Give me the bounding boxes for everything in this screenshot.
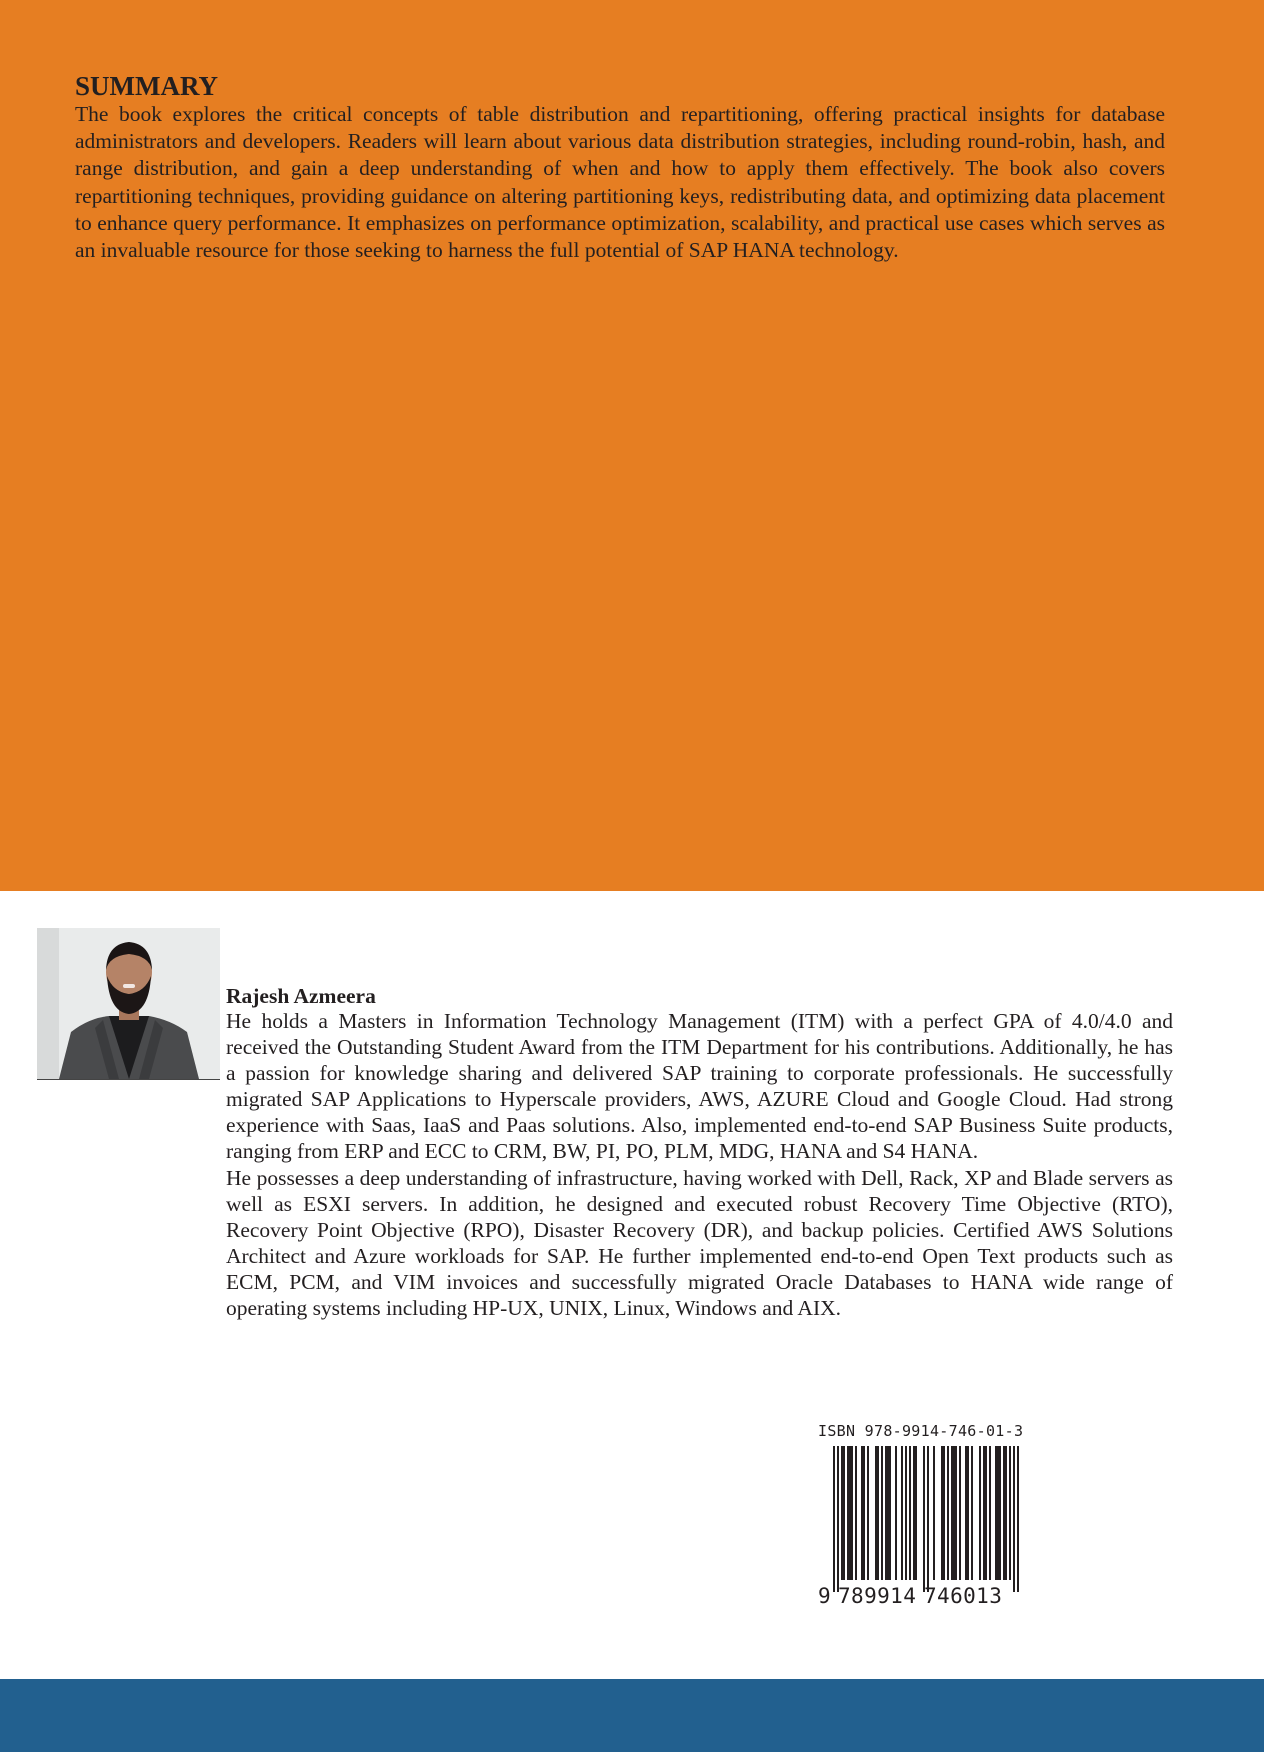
barcode-bar <box>885 1446 891 1580</box>
author-portrait-icon <box>37 928 220 1079</box>
bio-paragraph-1: He holds a Masters in Information Technology Management (ITM) with a perfect GPA of 4.0/4.0 and received the Outstanding Student Award from the ITM Department for his contributions. Additionally, he has a passion for knowledge sharing and delivered SAP training to corporate professionals. He successfully migrated SAP Applications to Hyperscale providers, AWS, AZURE Cloud and Google Cloud. Had strong experience with Saas, IaaS and Paas solutions. Also, implemented end-to-end SAP Business Suite products, ranging from ERP and ECC to CRM, BW, PI, PO, PLM, MDG, HANA and S4 HANA. <box>226 1009 1173 1164</box>
barcode-bar <box>1013 1446 1015 1592</box>
barcode-bar <box>965 1446 969 1580</box>
barcode-bar <box>941 1446 945 1580</box>
barcode-bar <box>905 1446 907 1580</box>
barcode-digits-right: 746013 <box>924 1584 1003 1604</box>
barcode-bar <box>951 1446 957 1580</box>
barcode-bar <box>1009 1446 1011 1580</box>
barcode-bar <box>875 1446 879 1580</box>
barcode-bar <box>947 1446 949 1580</box>
barcode-bar <box>995 1446 1001 1580</box>
barcode-bar <box>833 1446 835 1592</box>
barcode-bar <box>895 1446 897 1580</box>
barcode-bar <box>979 1446 981 1580</box>
barcode-bar <box>927 1446 929 1592</box>
barcode-digits-left: 789914 <box>838 1584 917 1604</box>
barcode-bar <box>837 1446 839 1592</box>
barcode-bar <box>983 1446 987 1580</box>
barcode-bar <box>861 1446 865 1580</box>
isbn-label: ISBN 978-9914-746-01-3 <box>818 1422 1024 1440</box>
barcode-bar <box>989 1446 991 1580</box>
barcode-bar <box>841 1446 845 1580</box>
author-name: Rajesh Azmeera <box>226 984 376 1008</box>
barcode-graphic <box>816 1446 1036 1604</box>
barcode-bar <box>909 1446 911 1580</box>
barcode-bar <box>867 1446 869 1580</box>
barcode-digit-lead: 9 <box>818 1584 831 1604</box>
summary-text: The book explores the critical concepts of table distribution and repartitioning, offering practical insights for database administrators and developers. Readers will learn about various data distribution strategies, including round-robin, hash, and range distribution, and gain a deep understanding of when and how to apply them effectively. The book also covers repartitioning techniques, providing guidance on altering partitioning keys, redistributing data, and optimizing data placement to enhance query performance. It emphasizes on performance optimization, scalability, and practical use cases which serves as an invaluable resource for those seeking to harness the full potential of SAP HANA technology. <box>75 102 1165 263</box>
barcode-bar <box>923 1446 925 1592</box>
barcode-bar <box>847 1446 853 1580</box>
barcode-bar <box>971 1446 973 1580</box>
barcode-bar <box>855 1446 857 1580</box>
barcode-bar <box>1003 1446 1007 1580</box>
barcode-bar <box>959 1446 961 1580</box>
barcode-bar <box>881 1446 883 1580</box>
barcode-bars <box>833 1446 1019 1592</box>
bio-paragraph-2: He possesses a deep understanding of infrastructure, having worked with Dell, Rack, XP and Blade servers as well as ESXI servers. In addition, he designed and executed robust Recovery Time Objective (RTO), Recovery Point Objective (RPO), Disaster Recovery (DR), and backup policies. Certified AWS Solutions Architect and Azure workloads for SAP. He further implemented end-to-end Open Text products such as ECM, PCM, and VIM invoices and successfully migrated Oracle Databases to HANA wide range of operating systems including HP-UX, UNIX, Linux, Windows and AIX. <box>226 1165 1173 1321</box>
barcode-bar <box>901 1446 903 1580</box>
author-photo <box>37 928 220 1080</box>
author-bio <box>226 1008 1173 1321</box>
bottom-band <box>0 1679 1264 1752</box>
barcode-bar <box>913 1446 917 1580</box>
summary-heading: SUMMARY <box>75 71 219 101</box>
barcode-bar <box>1017 1446 1019 1592</box>
barcode-bar <box>933 1446 935 1580</box>
isbn-barcode <box>816 1422 1036 1604</box>
